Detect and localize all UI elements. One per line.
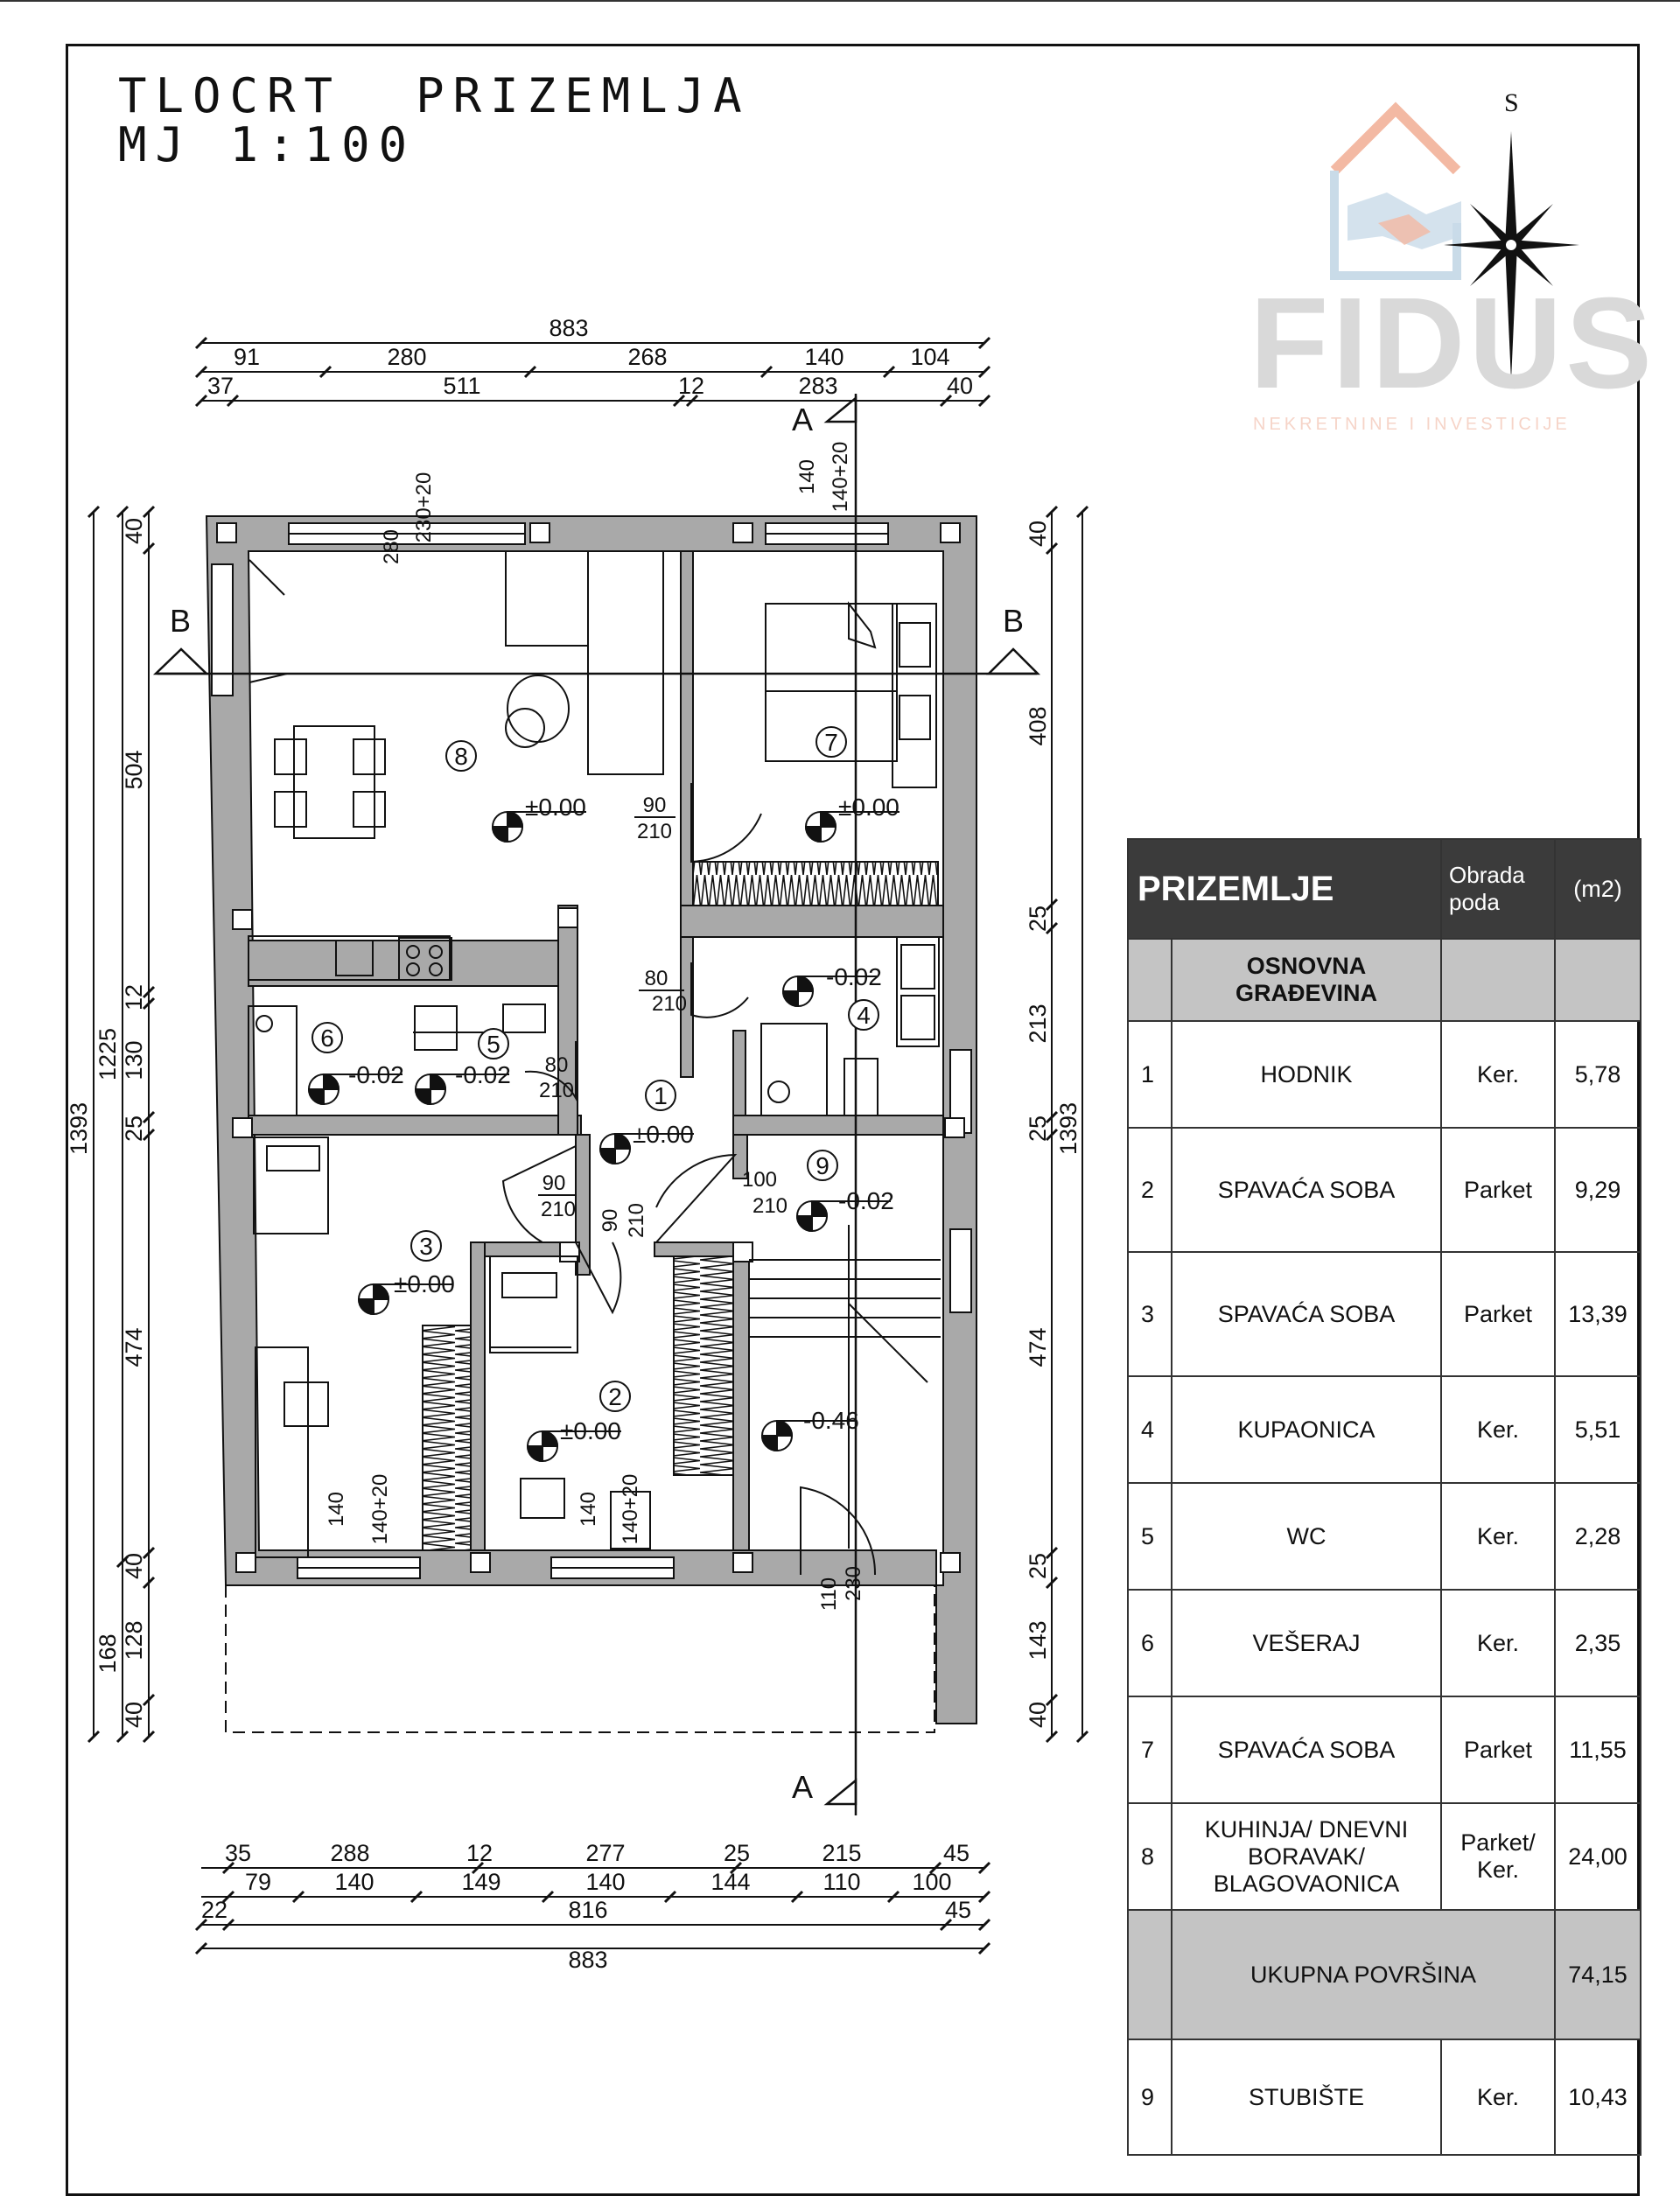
- table-cell-area: 10,43: [1555, 2039, 1641, 2155]
- open-win2-b: 140+20: [619, 1473, 642, 1545]
- dim-bot-r1-4: 277: [585, 1840, 626, 1866]
- table-row: [1128, 2039, 1641, 2155]
- room-area-table: [1127, 838, 1642, 2156]
- dim-bot-r1-2: 288: [330, 1840, 370, 1866]
- level-entry: -0.46: [803, 1407, 859, 1434]
- table-cell-area: 5,51: [1555, 1376, 1641, 1483]
- table-row: [1128, 1252, 1641, 1376]
- dim-bot-r2-6: 110: [822, 1869, 861, 1895]
- table-cell-finish: Parket: [1441, 1252, 1555, 1376]
- table-group-row: [1128, 939, 1641, 1021]
- table-cell-area: 9,29: [1555, 1128, 1641, 1252]
- dim-left-i2: 504: [121, 750, 147, 790]
- table-cell-finish: Ker.: [1441, 2039, 1555, 2155]
- level-r3: ±0.00: [394, 1270, 455, 1297]
- open-d3-a: 90: [542, 1171, 566, 1195]
- table-row: [1128, 1696, 1641, 1803]
- dim-top-r2-2: 511: [443, 373, 481, 399]
- table-cell-name: KUPAONICA: [1172, 1376, 1441, 1483]
- dim-bot-r1-6: 215: [822, 1840, 862, 1866]
- open-d5-b: 210: [538, 1079, 575, 1102]
- table-cell-name: KUHINJA/ DNEVNI BORAVAK/ BLAGOVAONICA: [1172, 1803, 1441, 1910]
- open-d5-a: 80: [544, 1053, 569, 1077]
- dim-top-r2-3: 12: [677, 373, 705, 399]
- open-d8-b: 210: [636, 820, 673, 843]
- table-row: [1128, 1021, 1641, 1128]
- table-row: [1128, 1803, 1641, 1910]
- wardrobe-r3: [423, 1325, 471, 1550]
- dim-left-mid-2: 168: [94, 1633, 121, 1674]
- dim-left-i5: 25: [121, 1115, 147, 1143]
- dim-bot-r2-4: 140: [585, 1869, 626, 1895]
- room-no-9: 9: [816, 1152, 830, 1179]
- table-cell-no: 6: [1128, 1590, 1172, 1696]
- logo-wordmark: FIDUS: [1250, 271, 1656, 416]
- table-cell-finish: Parket/ Ker.: [1441, 1803, 1555, 1910]
- table-cell-no: 5: [1128, 1483, 1172, 1590]
- open-win7-b: 140+20: [829, 441, 852, 513]
- wardrobe-r7: [693, 862, 938, 906]
- section-A-top: A: [792, 402, 814, 437]
- open-d8-a: 90: [642, 794, 667, 817]
- table-cell-name: SPAVAĆA SOBA: [1172, 1252, 1441, 1376]
- compass-label: S: [1504, 92, 1519, 117]
- dim-top-r1-1: 91: [233, 344, 261, 370]
- table-cell-finish: Ker.: [1441, 1590, 1555, 1696]
- dim-left-i3: 12: [121, 983, 147, 1011]
- room-no-2: 2: [608, 1383, 622, 1410]
- dim-left-i8: 128: [121, 1620, 147, 1661]
- open-d2-b: 210: [625, 1202, 648, 1239]
- wardrobe-r2: [674, 1256, 733, 1475]
- table-cell-name: SPAVAĆA SOBA: [1172, 1128, 1441, 1252]
- level-r7: ±0.00: [838, 794, 900, 821]
- table-header-finish: Obrada poda: [1441, 839, 1555, 939]
- table-cell-area: 2,28: [1555, 1483, 1641, 1590]
- dim-right-i1: 40: [1025, 520, 1051, 548]
- level-r1: ±0.00: [633, 1121, 694, 1148]
- dim-bot-r1-3: 12: [466, 1840, 494, 1866]
- dim-right-i5: 25: [1025, 1115, 1051, 1143]
- level-r6: -0.02: [348, 1061, 404, 1088]
- table-row: [1128, 1483, 1641, 1590]
- open-win3-a: 140: [325, 1491, 348, 1528]
- table-group-label: OSNOVNA GRAĐEVINA: [1172, 939, 1441, 1021]
- dim-bot-r2-7: 100: [912, 1869, 952, 1895]
- open-d9-a: 100: [741, 1168, 778, 1192]
- dim-right-total: 1393: [1055, 1101, 1082, 1156]
- dim-left-i4: 130: [121, 1040, 147, 1081]
- table-cell-finish: Ker.: [1441, 1376, 1555, 1483]
- table-cell-no: 9: [1128, 2039, 1172, 2155]
- open-win3-b: 140+20: [368, 1473, 392, 1545]
- table-cell-finish: Ker.: [1441, 1021, 1555, 1128]
- dim-bot-r1-7: 45: [942, 1840, 970, 1866]
- dim-bot-r2-3: 149: [461, 1869, 501, 1895]
- table-cell-area: 11,55: [1555, 1696, 1641, 1803]
- dim-top-r1-2: 280: [387, 344, 427, 370]
- level-r9: -0.02: [838, 1187, 894, 1214]
- dim-top-r1-3: 268: [627, 344, 668, 370]
- section-lines: [158, 394, 1037, 1815]
- open-d3-b: 210: [540, 1198, 577, 1221]
- open-ent-b: 230: [842, 1565, 865, 1602]
- dim-left-i7: 40: [121, 1552, 147, 1580]
- dim-top-r1-5: 104: [910, 344, 950, 370]
- open-win8-a: 280: [380, 528, 403, 565]
- table-cell-area: 2,35: [1555, 1590, 1641, 1696]
- table-cell-area: 5,78: [1555, 1021, 1641, 1128]
- dim-bot-r2-2: 140: [334, 1869, 374, 1895]
- table-total-row: [1128, 1910, 1641, 2039]
- section-A-bottom: A: [792, 1769, 814, 1805]
- level-r8: ±0.00: [525, 794, 586, 821]
- room-no-5: 5: [486, 1031, 500, 1058]
- table-cell-no: 4: [1128, 1376, 1172, 1483]
- dim-bot-r2-1: 79: [244, 1869, 272, 1895]
- table-row: [1128, 1590, 1641, 1696]
- table-header-row: [1128, 839, 1641, 939]
- dim-top-r2-5: 40: [946, 373, 974, 399]
- section-B-left: B: [170, 603, 192, 639]
- title-line-2: MJ 1:100: [118, 117, 416, 172]
- dim-top-r2-4: 283: [798, 373, 838, 399]
- open-d4-b: 210: [651, 992, 688, 1016]
- dim-bot-r3-3: 45: [944, 1897, 972, 1923]
- table-total-area: 74,15: [1555, 1910, 1641, 2039]
- open-win7-a: 140: [795, 458, 819, 495]
- dim-right-i9: 40: [1025, 1701, 1051, 1729]
- dim-left-i9: 40: [121, 1701, 147, 1729]
- dim-right-i4: 213: [1025, 1004, 1051, 1044]
- dim-left-i1: 40: [121, 517, 147, 545]
- room-no-7: 7: [824, 729, 838, 756]
- table-header-unit: (m2): [1555, 839, 1641, 939]
- section-B-right: B: [1003, 603, 1025, 639]
- table-row: [1128, 1128, 1641, 1252]
- open-d4-a: 80: [644, 967, 668, 990]
- room-no-1: 1: [654, 1082, 668, 1109]
- open-win2-a: 140: [577, 1491, 600, 1528]
- table-cell-name: WC: [1172, 1483, 1441, 1590]
- dim-right-i2: 408: [1025, 706, 1051, 746]
- table-header-floor: PRIZEMLJE: [1128, 839, 1441, 939]
- dim-right-i3: 25: [1025, 905, 1051, 933]
- table-cell-name: STUBIŠTE: [1172, 2039, 1441, 2155]
- table-cell-area: 13,39: [1555, 1252, 1641, 1376]
- dim-bot-r3-2: 816: [568, 1897, 608, 1923]
- table-cell-no: 8: [1128, 1803, 1172, 1910]
- dim-bot-r1-1: 35: [224, 1840, 252, 1866]
- table-row: [1128, 1376, 1641, 1483]
- table-total-label: UKUPNA POVRŠINA: [1172, 1910, 1555, 2039]
- open-d2-a: 90: [598, 1208, 622, 1233]
- table-cell-area: 24,00: [1555, 1803, 1641, 1910]
- open-d9-b: 210: [752, 1194, 788, 1218]
- table-cell-name: SPAVAĆA SOBA: [1172, 1696, 1441, 1803]
- dim-left-i6: 474: [121, 1327, 147, 1367]
- room-no-3: 3: [419, 1233, 433, 1260]
- dim-right-i8: 143: [1025, 1620, 1051, 1661]
- table-cell-name: HODNIK: [1172, 1021, 1441, 1128]
- stairs: [749, 1225, 941, 1549]
- title-line-1: TLOCRT PRIZEMLJA: [118, 68, 751, 123]
- dim-top-r1-4: 140: [804, 344, 844, 370]
- dim-bot-r3-1: 22: [200, 1897, 228, 1923]
- table-cell-no: 1: [1128, 1021, 1172, 1128]
- table-cell-no: 3: [1128, 1252, 1172, 1376]
- walls: [206, 516, 976, 1724]
- logo-subtitle: NEKRETNINE I INVESTICIJE: [1253, 415, 1571, 434]
- level-r4: -0.02: [826, 963, 882, 990]
- table-cell-no: 7: [1128, 1696, 1172, 1803]
- dim-bot-r2-5: 144: [710, 1869, 751, 1895]
- level-r2: ±0.00: [560, 1417, 621, 1444]
- room-no-8: 8: [454, 743, 468, 770]
- dim-left-mid-1: 1225: [94, 1027, 121, 1081]
- dim-bot-r1-5: 25: [723, 1840, 751, 1866]
- table-cell-finish: Parket: [1441, 1128, 1555, 1252]
- dim-top-r2-1: 37: [206, 373, 234, 399]
- level-r5: -0.02: [455, 1061, 511, 1088]
- room-no-6: 6: [320, 1025, 334, 1052]
- open-win8-b: 230+20: [412, 472, 436, 543]
- table-cell-finish: Ker.: [1441, 1483, 1555, 1590]
- dim-bot-total: 883: [568, 1947, 608, 1973]
- table-cell-name: VEŠERAJ: [1172, 1590, 1441, 1696]
- dim-right-i6: 474: [1025, 1327, 1051, 1367]
- section-markers: [156, 398, 1038, 1804]
- open-ent-a: 110: [817, 1577, 841, 1612]
- table-cell-no: 2: [1128, 1128, 1172, 1252]
- table-cell-finish: Parket: [1441, 1696, 1555, 1803]
- dim-left-total: 1393: [66, 1101, 92, 1156]
- dim-top-total: 883: [549, 315, 589, 341]
- dim-right-i7: 25: [1025, 1552, 1051, 1580]
- room-no-4: 4: [857, 1002, 871, 1029]
